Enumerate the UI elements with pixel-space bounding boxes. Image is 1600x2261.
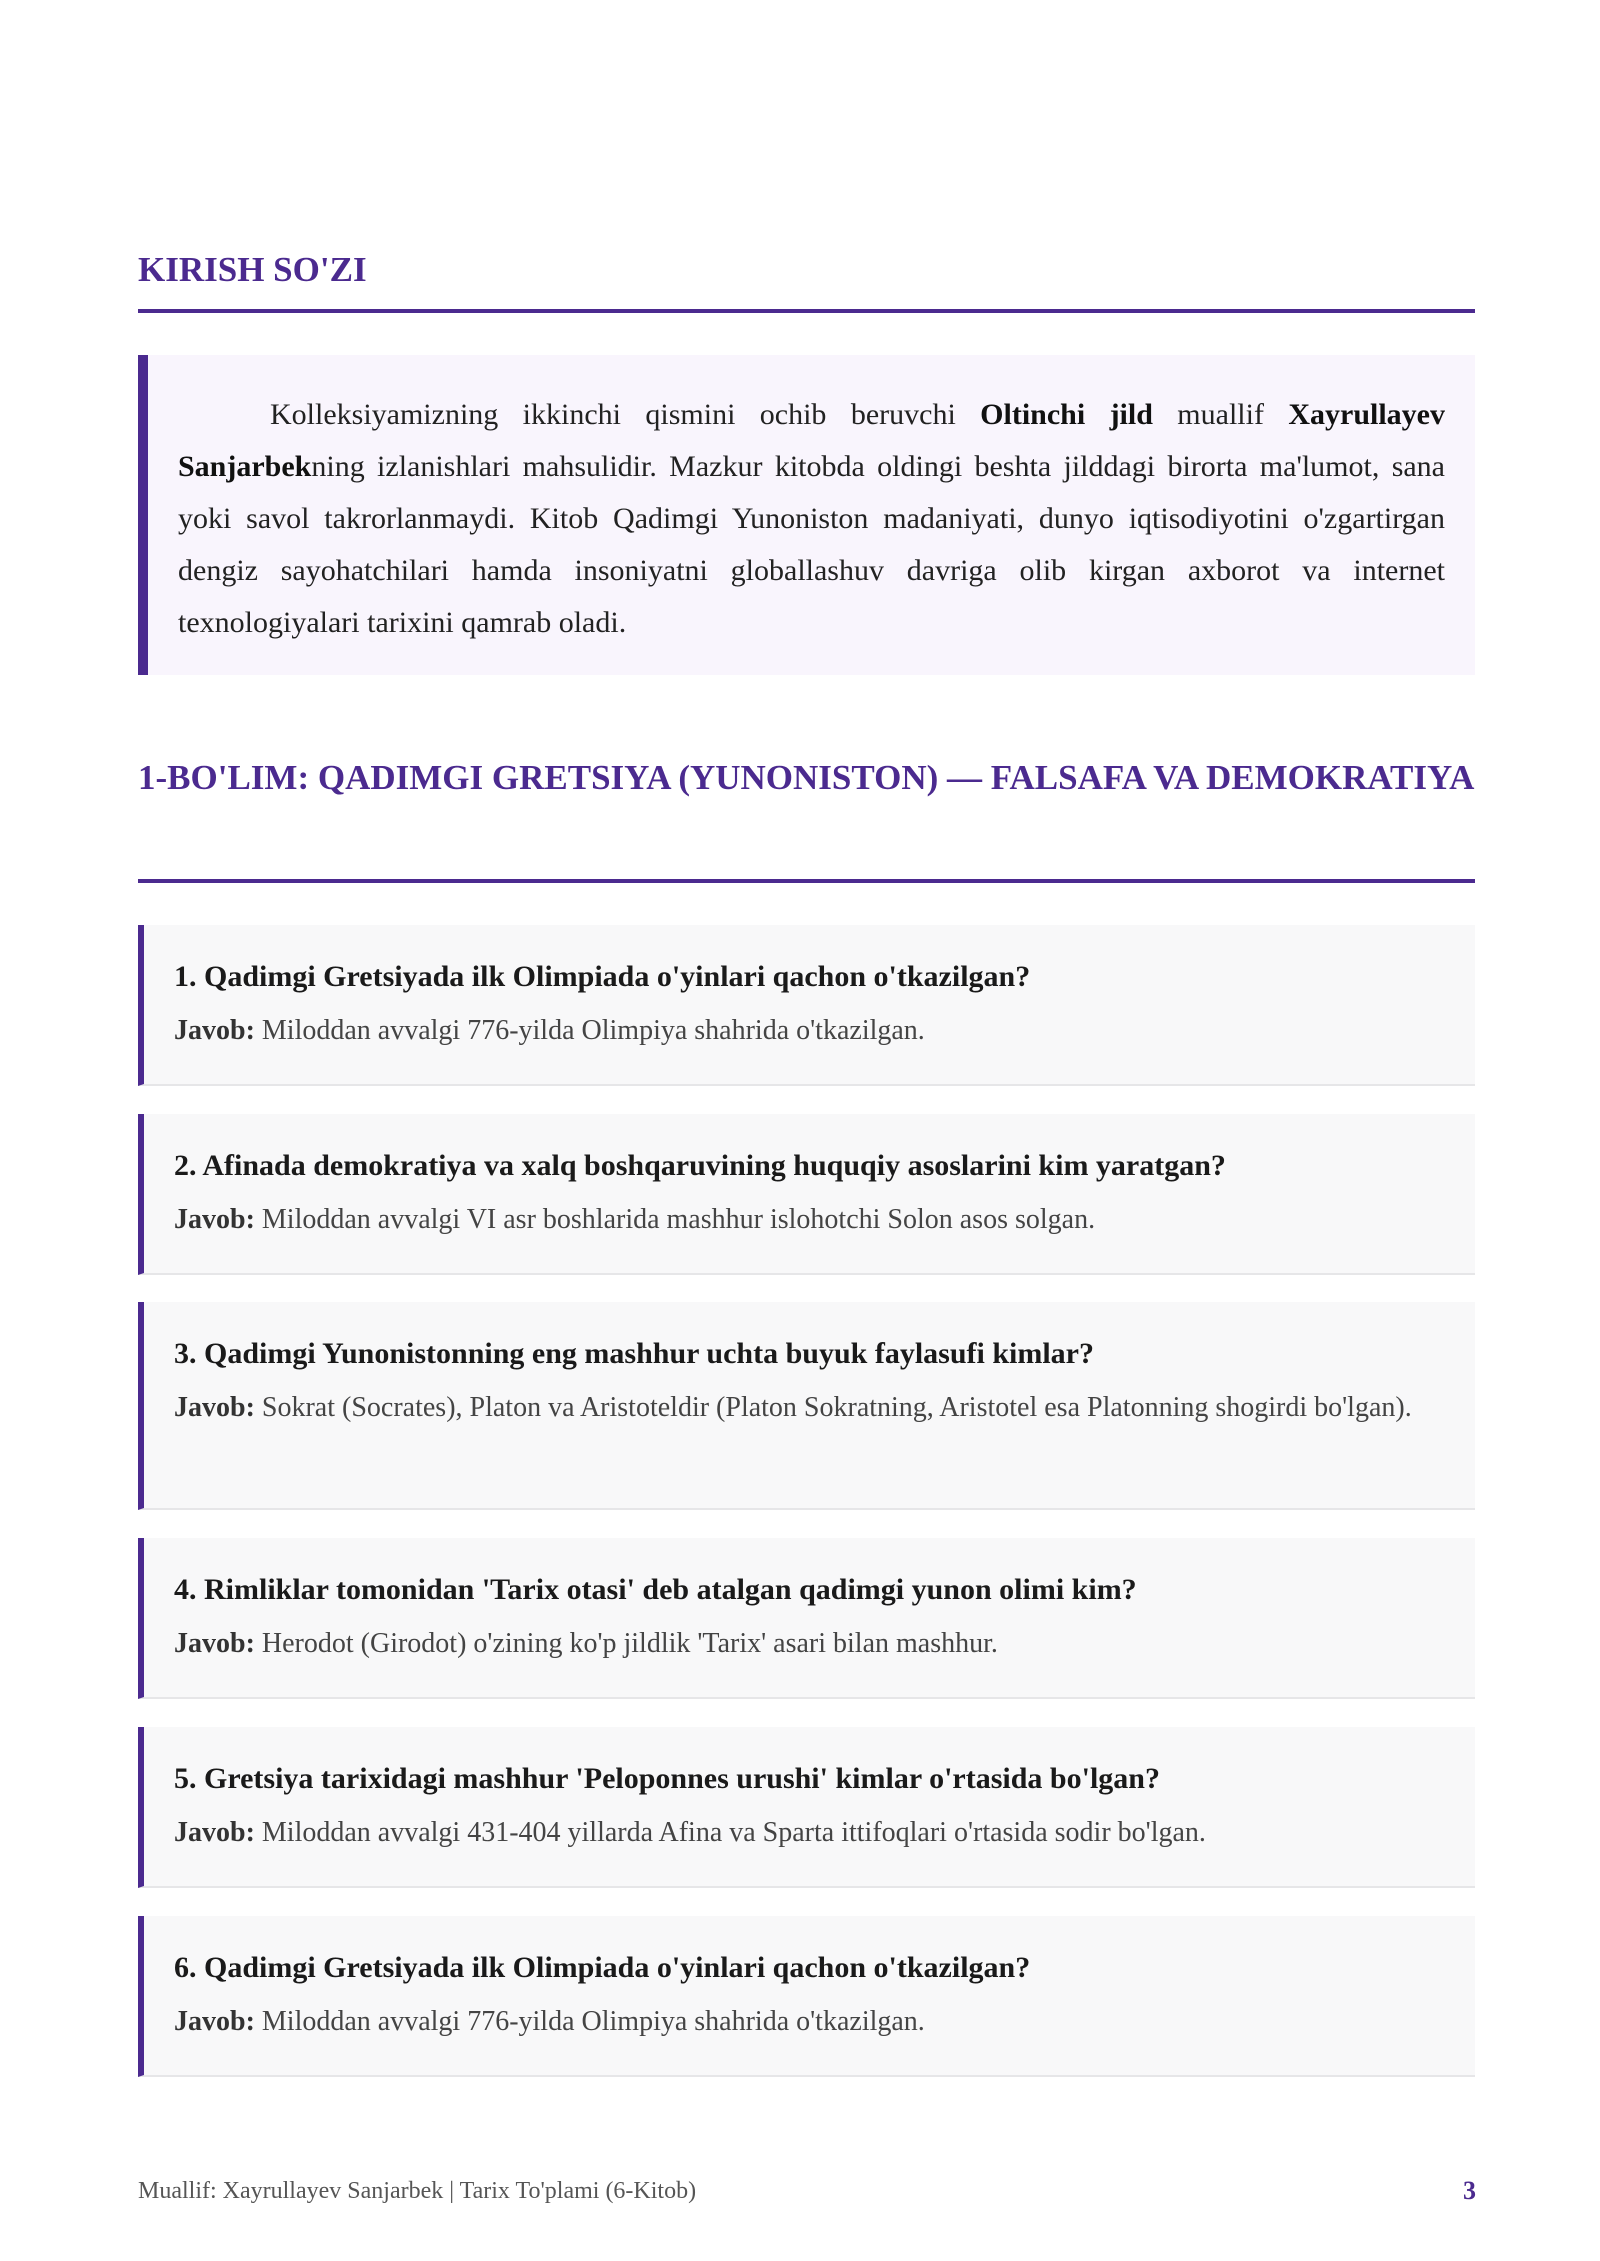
qa-card	[138, 1727, 1475, 1888]
qa-card	[138, 1916, 1475, 2077]
answer	[174, 1196, 1447, 1243]
intro-text-part: ning izlanishlari mahsulidir. Mazkur kitobda oldingi beshta jilddagi birorta ma'lumot, sana yoki savol takrorlanmaydi. Kitob Qadimgi Yunoniston madaniyati, dunyo iqtisodiyotini o'zgartirgan dengiz sayohatchilari hamda insoniyatni globallashuv davriga olib kirgan axborot va internet texnologiyalari tarixini qamrab oladi.	[178, 450, 1445, 639]
answer-label: Javob:	[174, 1204, 255, 1235]
footer-author: Muallif: Xayrullayev Sanjarbek | Tarix To'plami (6-Kitob)	[138, 2178, 697, 2204]
answer-label: Javob:	[174, 1817, 255, 1848]
section-heading: 1-BO'LIM: QADIMGI GRETSIYA (YUNONISTON) — FALSAFA VA DEMOKRATIYA	[138, 758, 1475, 797]
intro-paragraph	[178, 389, 1445, 649]
intro-text-part: Kolleksiyamizning ikkinchi qismini ochib beruvchi	[270, 398, 981, 431]
qa-card	[138, 925, 1475, 1086]
intro-bold-author: Xayrullayev Sanjarbek	[178, 398, 1445, 483]
answer	[174, 1007, 1447, 1054]
answer-text: Miloddan avvalgi VI asr boshlarida mashhur islohotchi Solon asos solgan.	[261, 1204, 1096, 1235]
answer-label: Javob:	[174, 1015, 255, 1046]
question: 3. Qadimgi Yunonistonning eng mashhur uchta buyuk faylasufi kimlar?	[174, 1337, 1094, 1370]
answer	[174, 1998, 1447, 2045]
answer-text: Miloddan avvalgi 776-yilda Olimpiya shahrida o'tkazilgan.	[261, 2006, 925, 2037]
answer	[174, 1809, 1447, 1856]
intro-box	[138, 355, 1475, 675]
answer-text: Miloddan avvalgi 431-404 yillarda Afina va Sparta ittifoqlari o'rtasida sodir bo'lgan.	[261, 1817, 1206, 1848]
qa-card	[138, 1538, 1475, 1699]
answer-label: Javob:	[174, 2006, 255, 2037]
intro-text-part: muallif	[1152, 398, 1289, 431]
answer	[174, 1384, 1447, 1431]
intro-bold-volume: Oltinchi jild	[980, 398, 1153, 431]
question: 5. Gretsiya tarixidagi mashhur 'Peloponnes urushi' kimlar o'rtasida bo'lgan?	[174, 1762, 1160, 1795]
answer-text: Miloddan avvalgi 776-yilda Olimpiya shahrida o'tkazilgan.	[261, 1015, 925, 1046]
intro-heading-rule	[138, 309, 1475, 313]
question: 1. Qadimgi Gretsiyada ilk Olimpiada o'yinlari qachon o'tkazilgan?	[174, 960, 1031, 993]
answer-label: Javob:	[174, 1628, 255, 1659]
answer-text: Sokrat (Socrates), Platon va Aristoteldir (Platon Sokratning, Aristotel esa Platonning shogirdi bo'lgan).	[261, 1392, 1412, 1423]
section-heading-rule	[138, 879, 1475, 883]
answer-label: Javob:	[174, 1392, 255, 1423]
intro-heading: KIRISH SO'ZI	[138, 250, 367, 289]
qa-card	[138, 1302, 1475, 1510]
answer-text: Herodot (Girodot) o'zining ko'p jildlik 'Tarix' asari bilan mashhur.	[261, 1628, 998, 1659]
answer	[174, 1620, 1447, 1667]
qa-card	[138, 1114, 1475, 1275]
page-number: 3	[1463, 2176, 1476, 2205]
question: 2. Afinada demokratiya va xalq boshqaruvining huquqiy asoslarini kim yaratgan?	[174, 1149, 1226, 1182]
question: 6. Qadimgi Gretsiyada ilk Olimpiada o'yinlari qachon o'tkazilgan?	[174, 1951, 1031, 1984]
question: 4. Rimliklar tomonidan 'Tarix otasi' deb atalgan qadimgi yunon olimi kim?	[174, 1573, 1137, 1606]
